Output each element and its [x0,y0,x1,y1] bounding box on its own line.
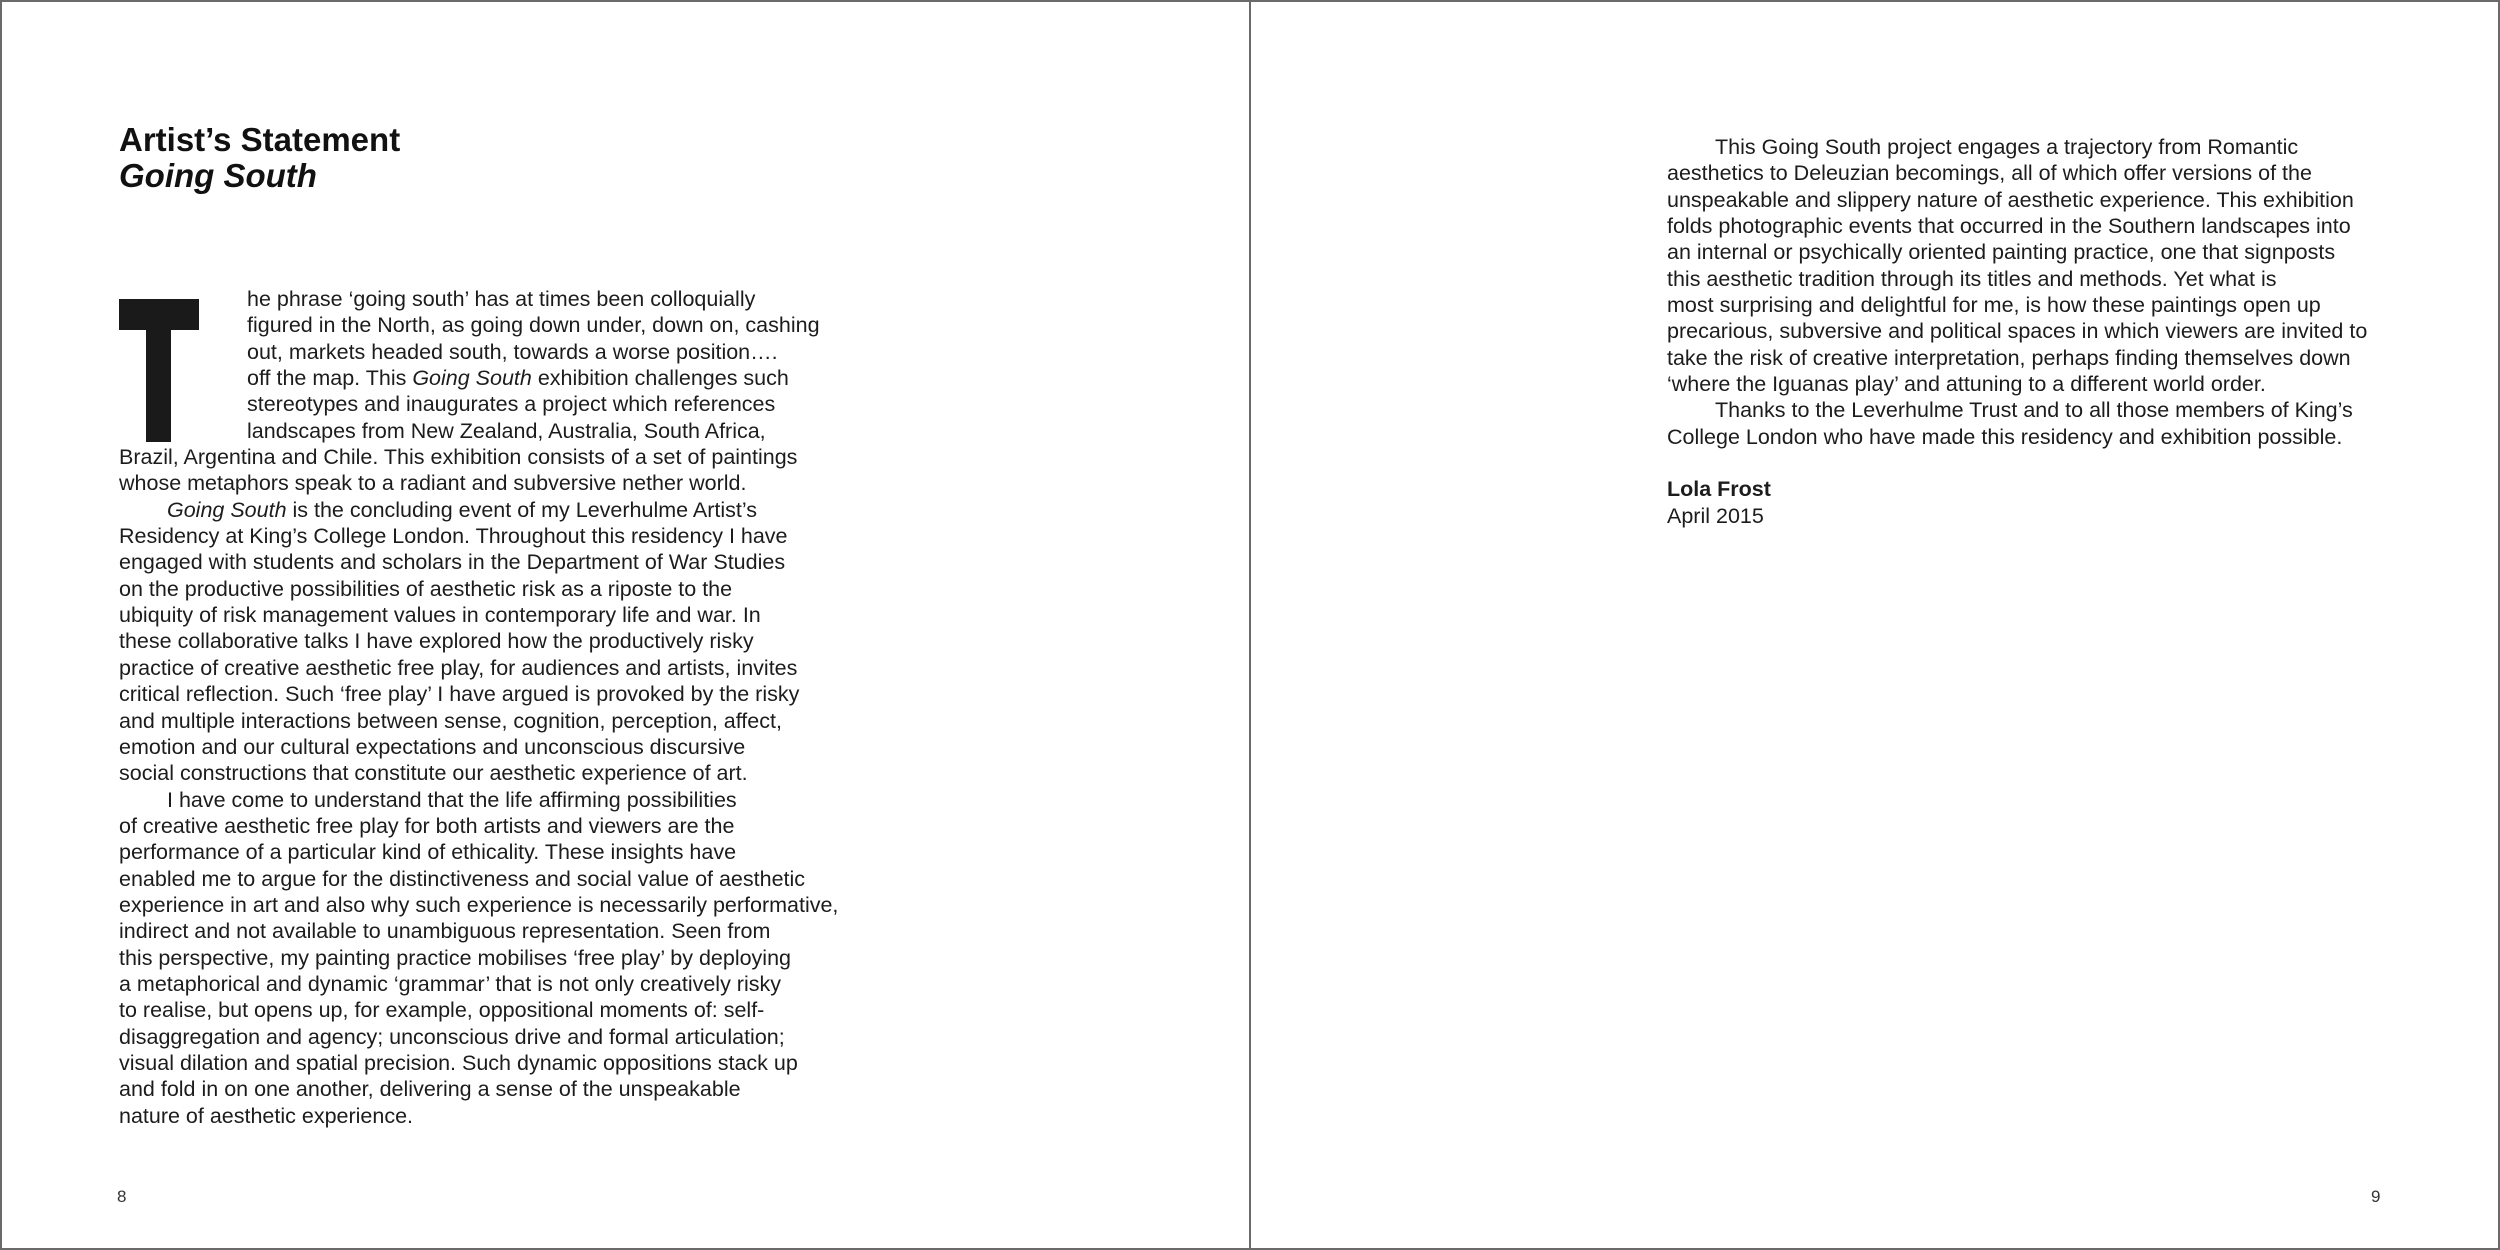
text-line: off the map. This Going South exhibition challenges such [247,366,789,391]
text-line: critical reflection. Such ‘free play’ I have argued is provoked by the risky [119,682,800,707]
text-line: of creative aesthetic free play for both artists and viewers are the [119,813,735,838]
text-line: engaged with students and scholars in the Department of War Studies [119,550,786,575]
text-line: This Going South project engages a trajectory from Romantic [1715,135,2299,159]
text-line: disaggregation and agency; unconscious drive and formal articulation; [119,1024,785,1049]
text-line: landscapes from New Zealand, Australia, South Africa, [247,418,766,443]
text-line: unspeakable and slippery nature of aesthetic experience. This exhibition [1667,187,2354,212]
text-line: this perspective, my painting practice mobilises ‘free play’ by deploying [119,945,792,970]
text-line: most surprising and delightful for me, is how these paintings open up [1667,293,2321,318]
statement-date: April 2015 [1667,503,1764,528]
title-text: Artist’s Statement [119,121,401,158]
text-line: enabled me to argue for the distinctiveness and social value of aesthetic [119,866,806,891]
text-line: on the productive possibilities of aesthetic risk as a riposte to the [119,576,733,601]
text-line: to realise, but opens up, for example, oppositional moments of: self- [119,998,765,1023]
text-line: social constructions that constitute our aesthetic experience of art. [119,761,748,786]
text-line: he phrase ‘going south’ has at times been colloquially [247,287,756,311]
text-line: and multiple interactions between sense, cognition, perception, affect, [119,708,782,733]
text-line: aesthetics to Deleuzian becomings, all of which offer versions of the [1667,161,2312,186]
text-line: precarious, subversive and political spaces in which viewers are invited to [1667,319,2368,344]
text-line: Residency at King’s College London. Throughout this residency I have [119,524,788,549]
text-line: performance of a particular kind of ethicality. These insights have [119,840,737,865]
text-line: an internal or psychically oriented painting practice, one that signposts [1667,240,2336,265]
text-line: Going South is the concluding event of my Leverhulme Artist’s [167,497,757,522]
text-line: folds photographic events that occurred in the Southern landscapes into [1667,214,2351,239]
subtitle-text: Going South [119,157,317,194]
text-line: this aesthetic tradition through its titles and methods. Yet what is [1667,266,2277,291]
text-line: practice of creative aesthetic free play, for audiences and artists, invites [119,655,798,680]
text-line: ubiquity of risk management values in contemporary life and war. In [119,603,761,628]
text-line: out, markets headed south, towards a worse position…. [247,339,778,364]
page-divider [1249,0,1251,1250]
text-line: take the risk of creative interpretation, perhaps finding themselves down [1667,345,2351,370]
text-line: and fold in on one another, delivering a sense of the unspeakable [119,1077,741,1102]
text-line: experience in art and also why such experience is necessarily performative, [119,892,839,917]
text-line: figured in the North, as going down under, down on, cashing [247,313,820,338]
text-line: College London who have made this residency and exhibition possible. [1667,424,2343,449]
text-line: a metaphorical and dynamic ‘grammar’ that is not only creatively risky [119,971,781,996]
text-line: these collaborative talks I have explored how the productively risky [119,629,754,654]
text-line: indirect and not available to unambiguous representation. Seen from [119,919,771,944]
text-line: nature of aesthetic experience. [119,1103,414,1128]
author-name: Lola Frost [1667,477,1771,502]
text-line: whose metaphors speak to a radiant and subversive nether world. [119,471,747,496]
text-line: Brazil, Argentina and Chile. This exhibition consists of a set of paintings [119,445,798,470]
page-number-right: 9 [2371,1187,2381,1206]
text-line: visual dilation and spatial precision. Such dynamic oppositions stack up [119,1050,798,1075]
statement-continuation [1667,134,2387,529]
text-line: ‘where the Iguanas play’ and attuning to a different world order. [1667,372,2266,397]
text-line: stereotypes and inaugurates a project which references [247,392,776,417]
page-title [119,122,400,194]
page-number-left: 8 [117,1187,127,1206]
text-line: emotion and our cultural expectations and unconscious discursive [119,734,746,759]
text-line: I have come to understand that the life affirming possibilities [167,787,737,812]
statement-body [119,286,839,1129]
text-line: Thanks to the Leverhulme Trust and to all those members of King’s [1715,398,2353,423]
